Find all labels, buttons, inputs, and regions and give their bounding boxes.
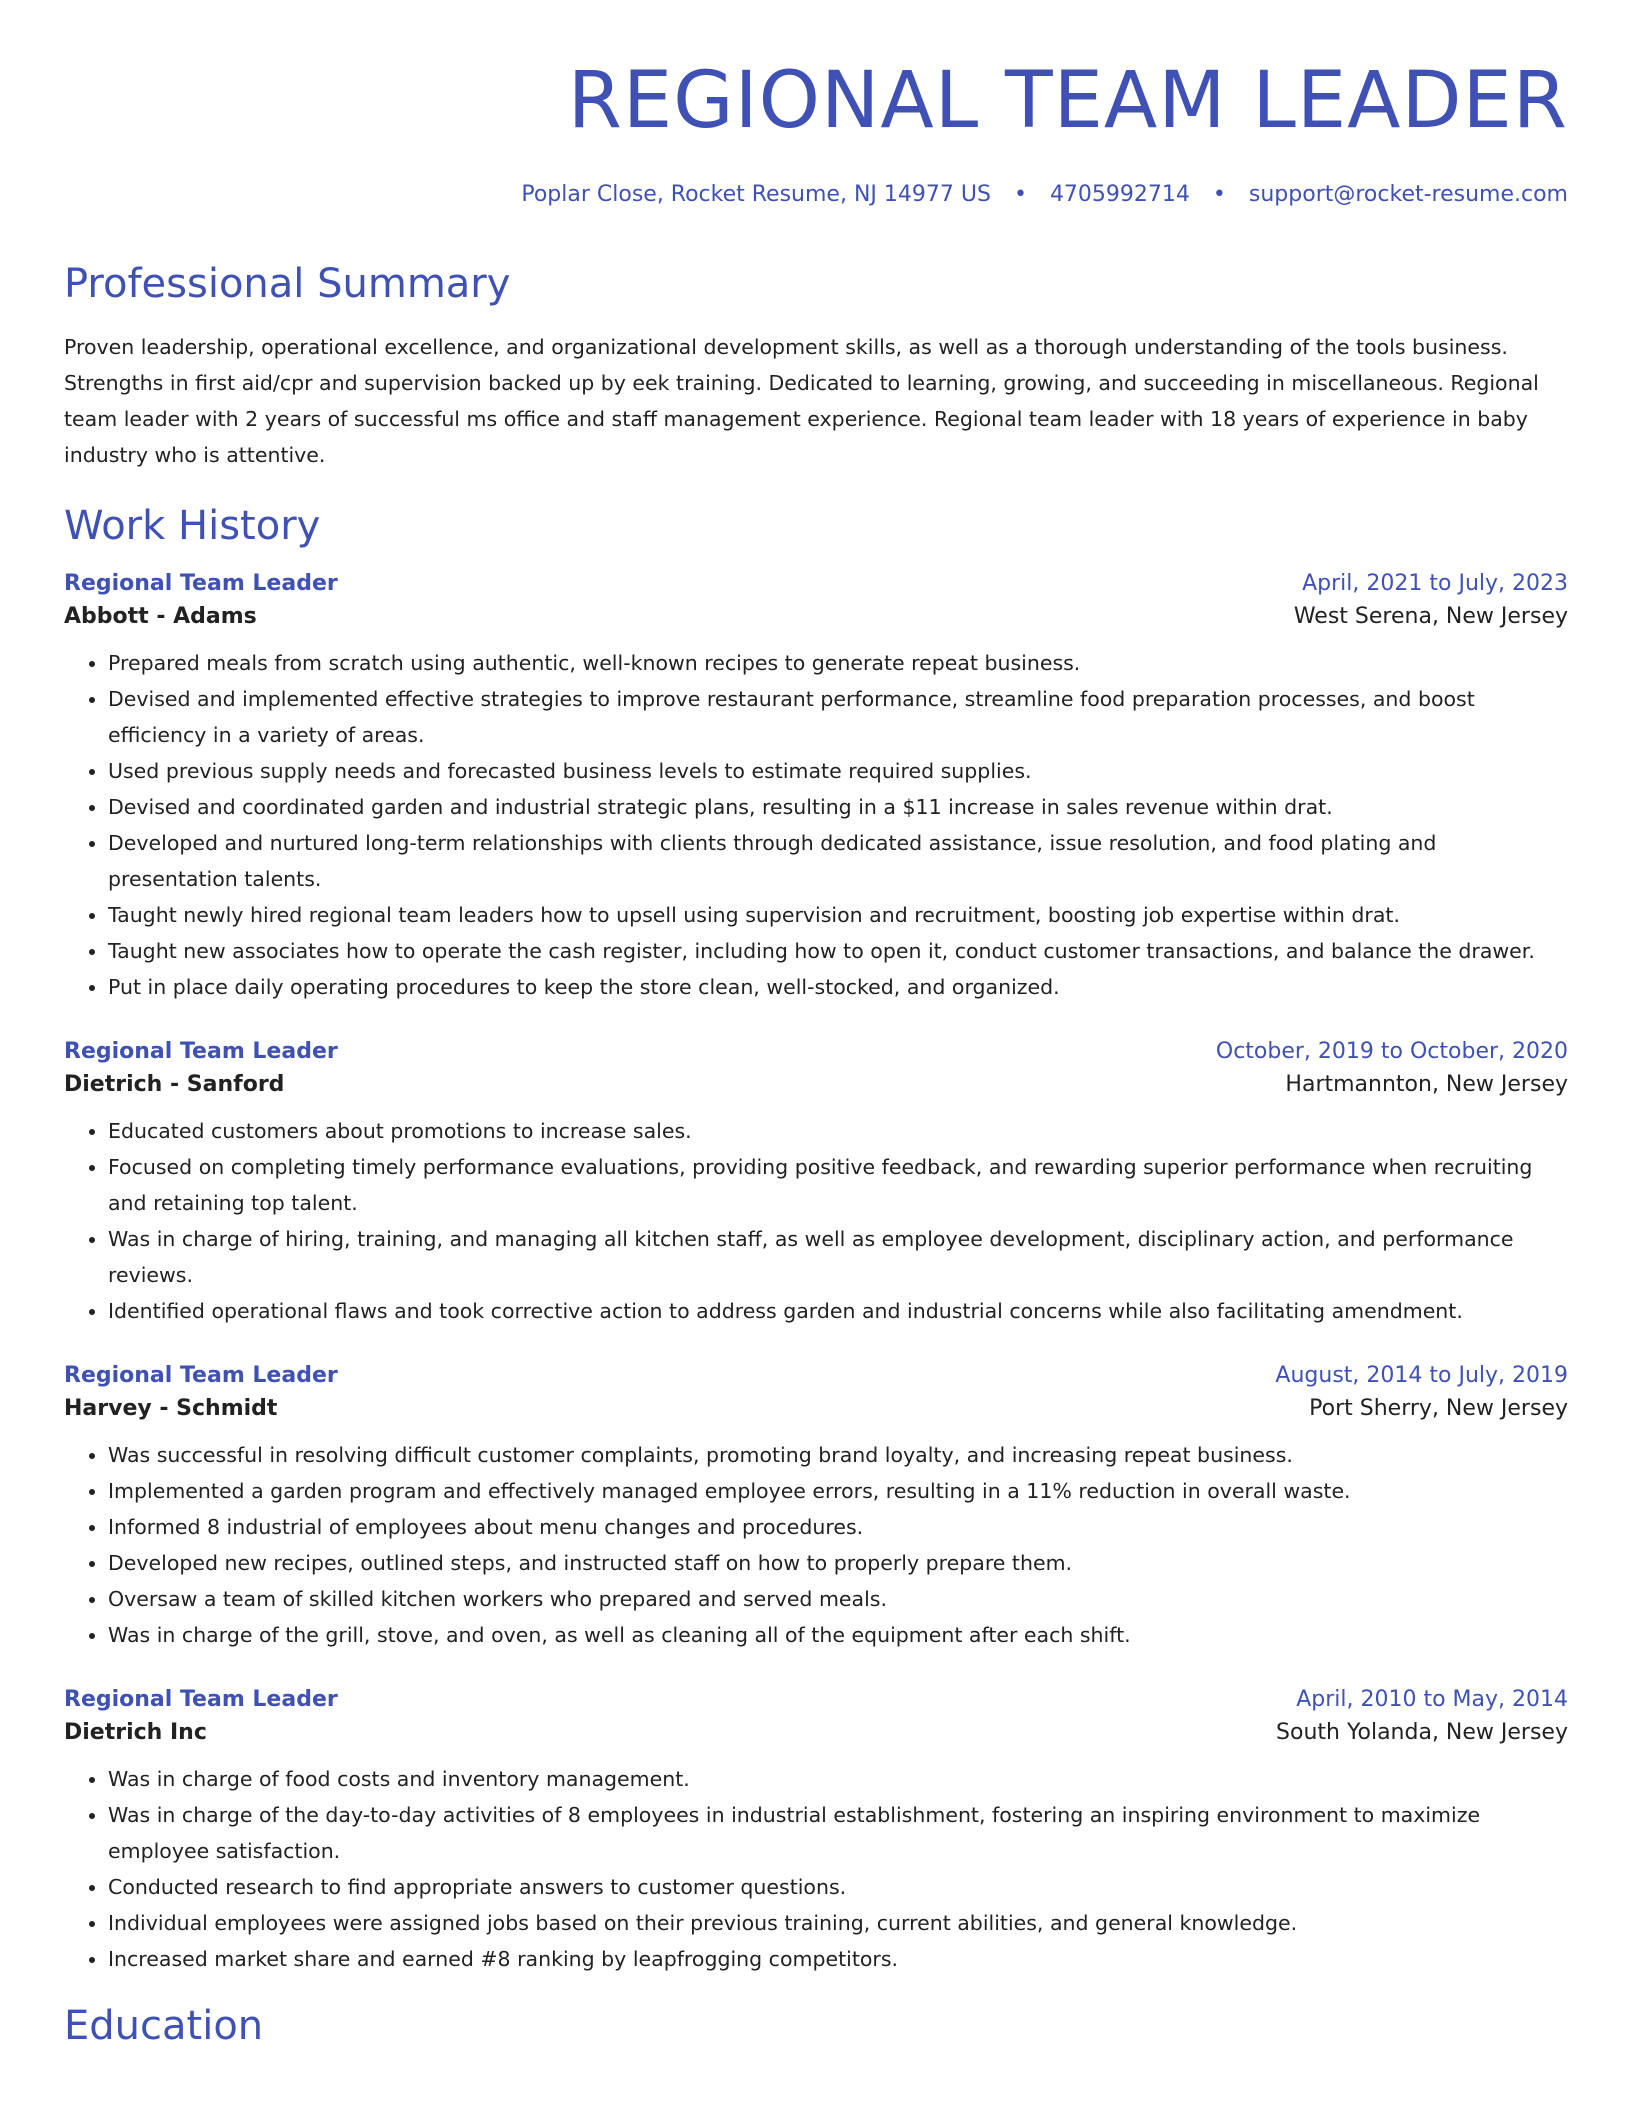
job-title-row [64, 1687, 1568, 1712]
job-company-row [64, 1072, 1568, 1097]
job-bullet: • Devised and implemented effective strategies to improve restaurant performance, streamline food preparation processes, and boost efficiency in a variety of areas. [108, 681, 1568, 753]
education-heading: Education [64, 2003, 264, 2049]
job-title-row [64, 1039, 1568, 1064]
contact-email: support@rocket-resume.com [1248, 182, 1568, 207]
job-bullet-list [64, 1761, 1568, 1977]
job-company: Dietrich Inc [64, 1720, 207, 1745]
job-bullet: • Oversaw a team of skilled kitchen workers who prepared and served meals. [108, 1581, 1568, 1617]
contact-line [64, 182, 1568, 207]
job-entry [64, 571, 1568, 1005]
job-bullet: • Conducted research to find appropriate answers to customer questions. [108, 1869, 1568, 1905]
job-bullet: • Focused on completing timely performance evaluations, providing positive feedback, and rewarding superior performance when recruiting and retaining top talent. [108, 1149, 1568, 1221]
job-bullet-list [64, 645, 1568, 1005]
job-title: Regional Team Leader [64, 1039, 338, 1064]
summary-text: Proven leadership, operational excellence, and organizational development skills, as well as a thorough understanding of the tools business. Strengths in first aid/cpr and supervision backed up by eek training. Dedicated to learning, growing, and succeeding in miscellaneous. Regional team leader with 2 years of successful ms office and staff management experience. Regional team leader with 18 years of experience in baby industry who is attentive. [64, 335, 1539, 467]
contact-separator: • [1013, 182, 1027, 207]
resume-name-heading: REGIONAL TEAM LEADER [567, 56, 1568, 146]
job-title: Regional Team Leader [64, 571, 338, 596]
job-company: Harvey - Schmidt [64, 1396, 278, 1421]
job-bullet: • Taught newly hired regional team leaders how to upsell using supervision and recruitment, boosting job expertise within drat. [108, 897, 1568, 933]
job-company: Abbott - Adams [64, 604, 257, 629]
contact-address: Poplar Close, Rocket Resume, NJ 14977 US [521, 182, 991, 207]
job-bullet: • Put in place daily operating procedures to keep the store clean, well-stocked, and organized. [108, 969, 1568, 1005]
job-dates: April, 2010 to May, 2014 [1296, 1687, 1568, 1712]
job-entry [64, 1687, 1568, 1977]
job-bullet: • Educated customers about promotions to increase sales. [108, 1113, 1568, 1149]
job-location: South Yolanda, New Jersey [1276, 1720, 1568, 1745]
job-bullet: • Was in charge of the day-to-day activities of 8 employees in industrial establishment, fostering an inspiring environment to maximize employee satisfaction. [108, 1797, 1568, 1869]
job-bullet: • Taught new associates how to operate the cash register, including how to open it, conduct customer transactions, and balance the drawer. [108, 933, 1568, 969]
job-company-row [64, 1720, 1568, 1745]
job-bullet: • Increased market share and earned #8 ranking by leapfrogging competitors. [108, 1941, 1568, 1977]
job-entry [64, 1039, 1568, 1329]
contact-separator: • [1212, 182, 1226, 207]
job-title-row [64, 1363, 1568, 1388]
job-bullet: • Developed new recipes, outlined steps, and instructed staff on how to properly prepare them. [108, 1545, 1568, 1581]
job-location: West Serena, New Jersey [1293, 604, 1568, 629]
job-dates: April, 2021 to July, 2023 [1302, 571, 1568, 596]
job-dates: August, 2014 to July, 2019 [1275, 1363, 1568, 1388]
job-bullet-list [64, 1113, 1568, 1329]
job-bullet-list [64, 1437, 1568, 1653]
job-company-row [64, 1396, 1568, 1421]
contact-phone: 4705992714 [1049, 182, 1190, 207]
work-history-heading: Work History [64, 503, 321, 549]
job-bullet: • Identified operational flaws and took corrective action to address garden and industrial concerns while also facilitating amendment. [108, 1293, 1568, 1329]
job-title: Regional Team Leader [64, 1363, 338, 1388]
job-title-row [64, 571, 1568, 596]
job-bullet: • Was successful in resolving difficult customer complaints, promoting brand loyalty, and increasing repeat business. [108, 1437, 1568, 1473]
job-bullet: • Was in charge of the grill, stove, and oven, as well as cleaning all of the equipment after each shift. [108, 1617, 1568, 1653]
job-bullet: • Developed and nurtured long-term relationships with clients through dedicated assistance, issue resolution, and food plating and presentation talents. [108, 825, 1568, 897]
job-bullet: • Prepared meals from scratch using authentic, well-known recipes to generate repeat business. [108, 645, 1568, 681]
job-bullet: • Used previous supply needs and forecasted business levels to estimate required supplies. [108, 753, 1568, 789]
job-title: Regional Team Leader [64, 1687, 338, 1712]
job-company: Dietrich - Sanford [64, 1072, 285, 1097]
job-bullet: • Was in charge of hiring, training, and managing all kitchen staff, as well as employee development, disciplinary action, and performance reviews. [108, 1221, 1568, 1293]
job-entry [64, 1363, 1568, 1653]
resume-page [64, 0, 1568, 2049]
job-bullet: • Devised and coordinated garden and industrial strategic plans, resulting in a $11 increase in sales revenue within drat. [108, 789, 1568, 825]
job-dates: October, 2019 to October, 2020 [1215, 1039, 1568, 1064]
job-bullet: • Was in charge of food costs and inventory management. [108, 1761, 1568, 1797]
job-bullet: • Individual employees were assigned jobs based on their previous training, current abilities, and general knowledge. [108, 1905, 1568, 1941]
job-bullet: • Implemented a garden program and effectively managed employee errors, resulting in a 11% reduction in overall waste. [108, 1473, 1568, 1509]
summary-heading: Professional Summary [64, 261, 511, 307]
job-location: Hartmannton, New Jersey [1285, 1072, 1568, 1097]
job-company-row [64, 604, 1568, 629]
job-bullet: • Informed 8 industrial of employees about menu changes and procedures. [108, 1509, 1568, 1545]
job-list [64, 571, 1568, 1977]
job-location: Port Sherry, New Jersey [1309, 1396, 1568, 1421]
